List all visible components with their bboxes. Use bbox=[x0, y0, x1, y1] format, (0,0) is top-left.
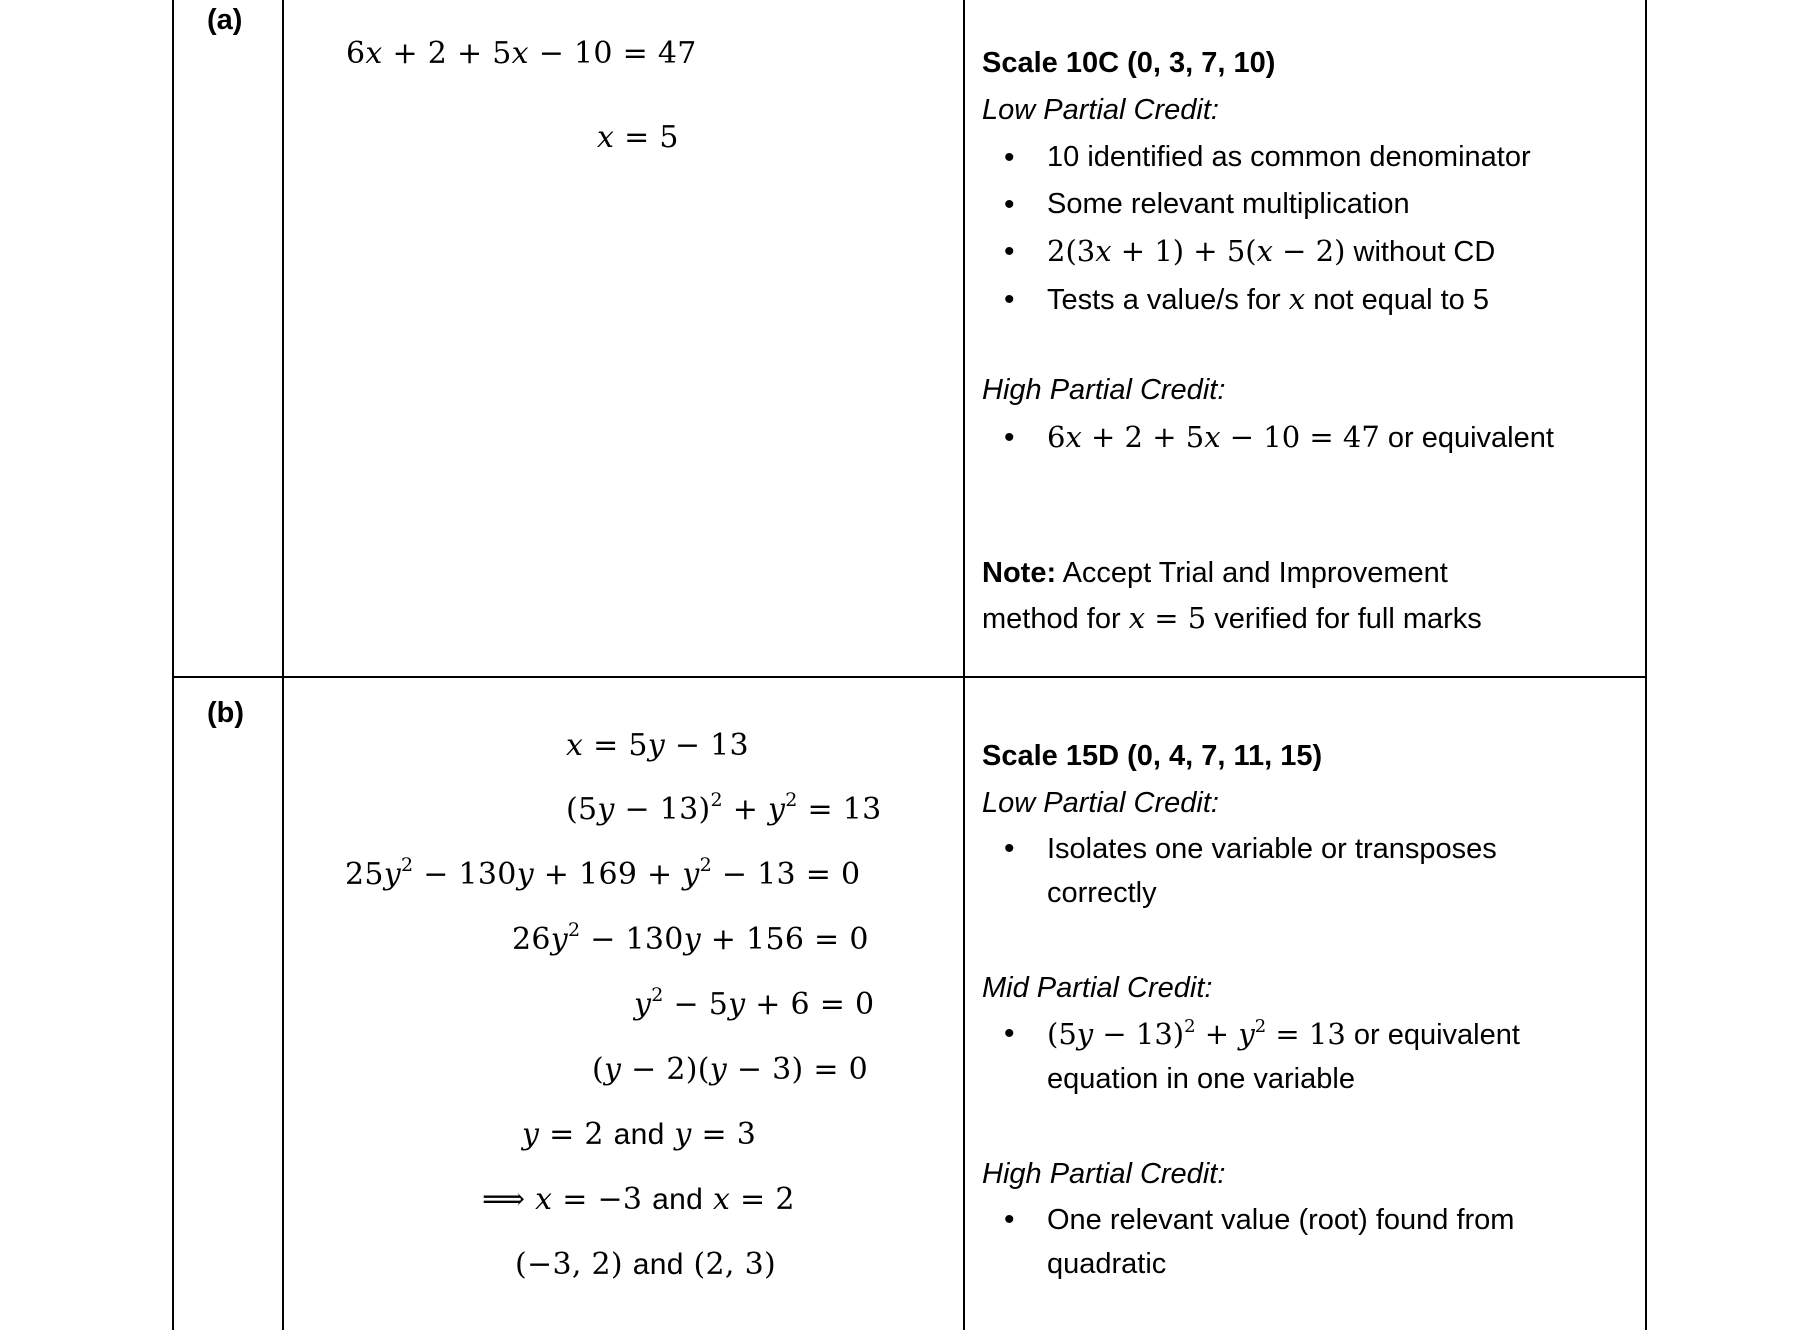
marking-scheme bbox=[982, 40, 1632, 643]
solution-line: (y − 2)(y − 3) = 0 bbox=[592, 1052, 869, 1087]
scale-title: Scale 10C (0, 3, 7, 10) bbox=[982, 47, 1276, 79]
solution-line: 6x + 2 + 5x − 10 = 47 bbox=[346, 36, 697, 71]
note: Note: Accept Trial and Improvement bbox=[982, 557, 1448, 589]
solution-line: $(5y - 13)^2 + y^2 = 13$ bbox=[566, 789, 882, 827]
part-label: (b) bbox=[207, 697, 245, 729]
rubric-item: • 6x + 2 + 5x − 10 = 47 or equivalent bbox=[982, 414, 1632, 462]
rubric-item: • One relevant value (root) found from quadratic bbox=[982, 1198, 1622, 1286]
rubric-item: • 2(3x + 1) + 5(x − 2) without CD bbox=[982, 228, 1632, 276]
solution-line: ⟹ x = −3 and x = 2 bbox=[482, 1182, 795, 1217]
table-border-right bbox=[1645, 0, 1647, 1330]
rubric-item: • Tests a value/s for x not equal to 5 bbox=[982, 276, 1632, 324]
low-partial-heading: Low Partial Credit: bbox=[982, 94, 1219, 126]
column-divider-1 bbox=[282, 0, 284, 1330]
column-divider-2 bbox=[963, 0, 965, 1330]
solution-line: $26y^2 - 130y + 156 = 0$ bbox=[512, 919, 869, 957]
table-border-left bbox=[172, 0, 174, 1330]
solution-line: $y^2 - 5y + 6 = 0$ bbox=[634, 984, 875, 1022]
solution-line: x = 5 bbox=[597, 120, 679, 155]
solution-line: y = 2 and y = 3 bbox=[522, 1117, 757, 1152]
part-label: (a) bbox=[207, 4, 243, 36]
marking-scheme bbox=[982, 733, 1622, 1286]
solution-line: x = 5y − 13 bbox=[566, 728, 749, 763]
rubric-item: • $(5y - 13)^2 + y^2 = 13$ or equivalent equation in one variable bbox=[982, 1012, 1622, 1101]
mid-partial-heading: Mid Partial Credit: bbox=[982, 972, 1213, 1004]
rubric-item: • Isolates one variable or transposes correctly bbox=[982, 827, 1622, 915]
rubric-item: • Some relevant multiplication bbox=[982, 181, 1632, 228]
note-label: Note: bbox=[982, 557, 1057, 589]
low-partial-heading: Low Partial Credit: bbox=[982, 787, 1219, 819]
high-partial-heading: High Partial Credit: bbox=[982, 1158, 1226, 1190]
rubric-item: • 10 identified as common denominator bbox=[982, 134, 1632, 181]
row-divider bbox=[172, 676, 1647, 678]
scale-title: Scale 15D (0, 4, 7, 11, 15) bbox=[982, 740, 1323, 772]
note-line-2: method for x = 5 verified for full marks bbox=[982, 601, 1482, 635]
solution-line: (−3, 2) and (2, 3) bbox=[515, 1247, 776, 1282]
high-partial-heading: High Partial Credit: bbox=[982, 374, 1226, 406]
solution-line: $25y^2 - 130y + 169 + y^2 - 13 = 0$ bbox=[345, 854, 861, 892]
